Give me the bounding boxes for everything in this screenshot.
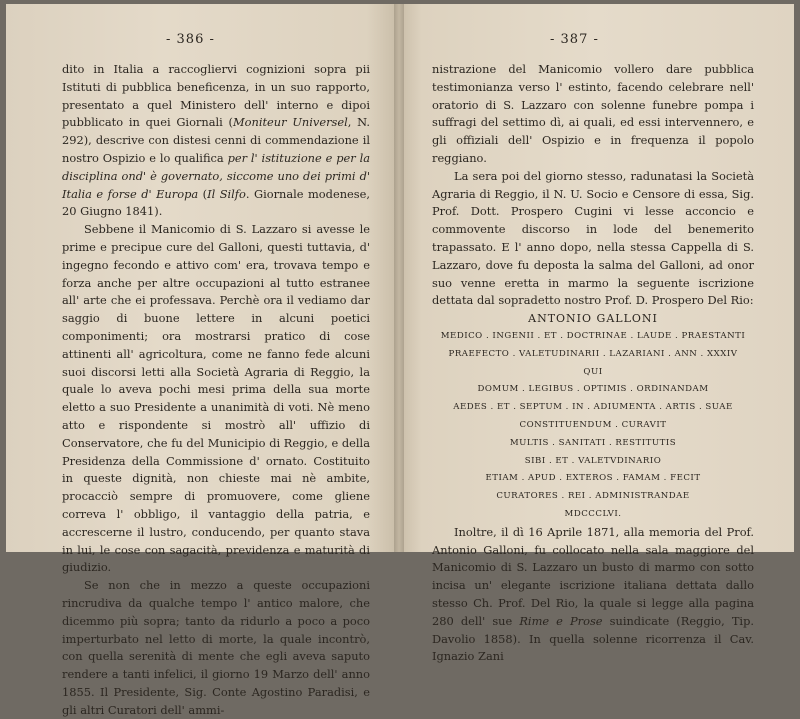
right-paragraph-2: La sera poi del giorno stesso, radunatasi la Società Agraria di Reggio, il N. U. Socio e Censore di essa, Sig. Prof. Dott. Prospero Cugini vi lesse acconcio e commovente discorso in lode del benemerito trapassato. E l' anno dopo, nella stessa Cappella di S. Lazzaro, dove fu deposta la salma del Galloni, ad onor suo venne eretta in marmo la seguente iscrizione dettata dal sopradetto nostro Prof. D. Prospero Del Rio: [432,168,754,308]
right-page [398,4,794,664]
left-p1-text-g: . Giornale modenese, 20 Giugno 1841). [62,186,370,219]
left-page-number: - 386 - [166,32,215,47]
right-paragraph-3 [432,524,754,666]
left-page [6,4,398,717]
inscription-line: AEDES . ET . SEPTUM . IN . ADIUMENTA . ARTIS . SUAE [453,402,733,413]
inscription-line: CURATORES . REI . ADMINISTRANDAE [496,491,690,502]
right-p3-book-title: Rime e Prose [519,613,603,628]
inscription-line: MULTIS . SANITATI . RESTITUTIS [509,437,677,448]
left-paragraph-3: Se non che in mezzo a queste occupazioni rincrudiva da qualche tempo l' antico malore, che dicemmo più sopra; tanto da ridurlo a poco a poco imperturbato nel letto di morte, la quale incontrò, con quella serenità di mente che egli aveva saputo rendere a tanti infelici, il giorno 19 Marzo dell' anno 1855. Il Presidente, Sig. Conte Agostino Paradisi, e gli altri Curatori dell' ammi- [62,578,370,717]
right-p3-text-c: suindicate (Reggio, Tip. Davolio 1858). In quella solenne ricorrenza il Cav. Ignazio Zani [432,613,754,664]
inscription-line: MDCCCLVI. [564,508,622,519]
left-p1-text-e: ( [198,186,208,201]
book-gutter [394,4,404,552]
inscription-line: CONSTITUENDUM . CURAVIT [519,419,667,430]
right-paragraph-1: nistrazione del Manicomio vollero dare pubblica testimonianza verso l' estinto, facendo celebrare nell' oratorio di S. Lazzaro con solenne funebre pompa i suffragi del settimo dì, ai quali, ed essi intervennero, e gli offiziali dell' Ospizio e in frequenza il popolo reggiano. [432,62,754,165]
inscription-block [432,310,754,524]
book-spread [6,4,794,717]
left-p1-citation-silfo: Il Silfo [207,186,246,201]
inscription-line: ETIAM . APUD . EXTEROS . FAMAM . FECIT [485,473,701,484]
left-p1-quote: per l' istituzione e per la disciplina ond' è governato, siccome uno dei primi d' Italia e forse d' Europa [62,150,370,201]
left-paragraph-2: Sebbene il Manicomio di S. Lazzaro si avesse le prime e precipue cure del Galloni, questi tuttavia, d' ingegno fecondo e attivo com' era, trovava tempo e forza anche per altre occupazioni al tutto estranee all' arte che ei professava. Perchè ora il vediamo dar saggio di buone lettere in alcuni poetici componimenti; ora mostrarsi pratico di cose attinenti all' agricoltura, come ne fanno fede alcuni suoi discorsi letti alla Società Agraria di Reggio, la quale lo aveva pochi mesi prima della sua morte eletto a suo Presidente a unanimità di voti. Nè meno atto e rispondente si mostrò all' uffizio di Conservatore, che fu del Municipio di Reggio, e della Presidenza della Commissione d' ornato. Costituito in queste dignità, non chieste mai nè ambite, procacciò sempre di promuovere, come gliene correva l' obbligo, il vantaggio della patria, e accrescerne il lustro, conducendo, per quanto stava in lui, le cose con sagacità, previdenza e maturità di giudizio. [62,222,370,575]
inscription-title: ANTONIO GALLONI [528,312,658,326]
left-p1-citation-moniteur: Moniteur Universel [232,115,348,130]
right-page-number: - 387 - [550,32,599,47]
inscription-line: PRAEFECTO . VALETUDINARII . LAZARIANI . ANN . XXXIV [448,348,738,359]
inscription-line: SIBI . ET . VALETVDINARIO [524,455,662,466]
left-p1-text-a: dito in Italia a raccogliervi cognizioni sopra pii Istituti di pubblica beneficenza, in un suo rapporto, presentato a quel Ministero dell' interno e dipoi pubblicato in quei Giornali ( [62,62,370,130]
left-p1-text-c: , N. 292), descrive con distesi cenni di commendazione il nostro Ospizio e lo qualifica [62,115,370,165]
inscription-line: DOMUM . LEGIBUS . OPTIMIS . ORDINANDAM [477,384,709,395]
left-paragraph-1 [62,61,370,221]
right-p3-text-a: Inoltre, il dì 16 Aprile 1871, alla memoria del Prof. Antonio Galloni, fu collocato nella sala maggiore del Manicomio di S. Lazzaro un busto di marmo con sotto incisa un' elegante iscrizione italiana dettata dallo stesso Ch. Prof. Del Rio, la quale si legge alla pagina 280 dell' sue [432,524,754,628]
inscription-line: QUI [583,366,603,377]
inscription-line: MEDICO . INGENII . ET . DOCTRINAE . LAUDE . PRAESTANTI [440,330,746,341]
